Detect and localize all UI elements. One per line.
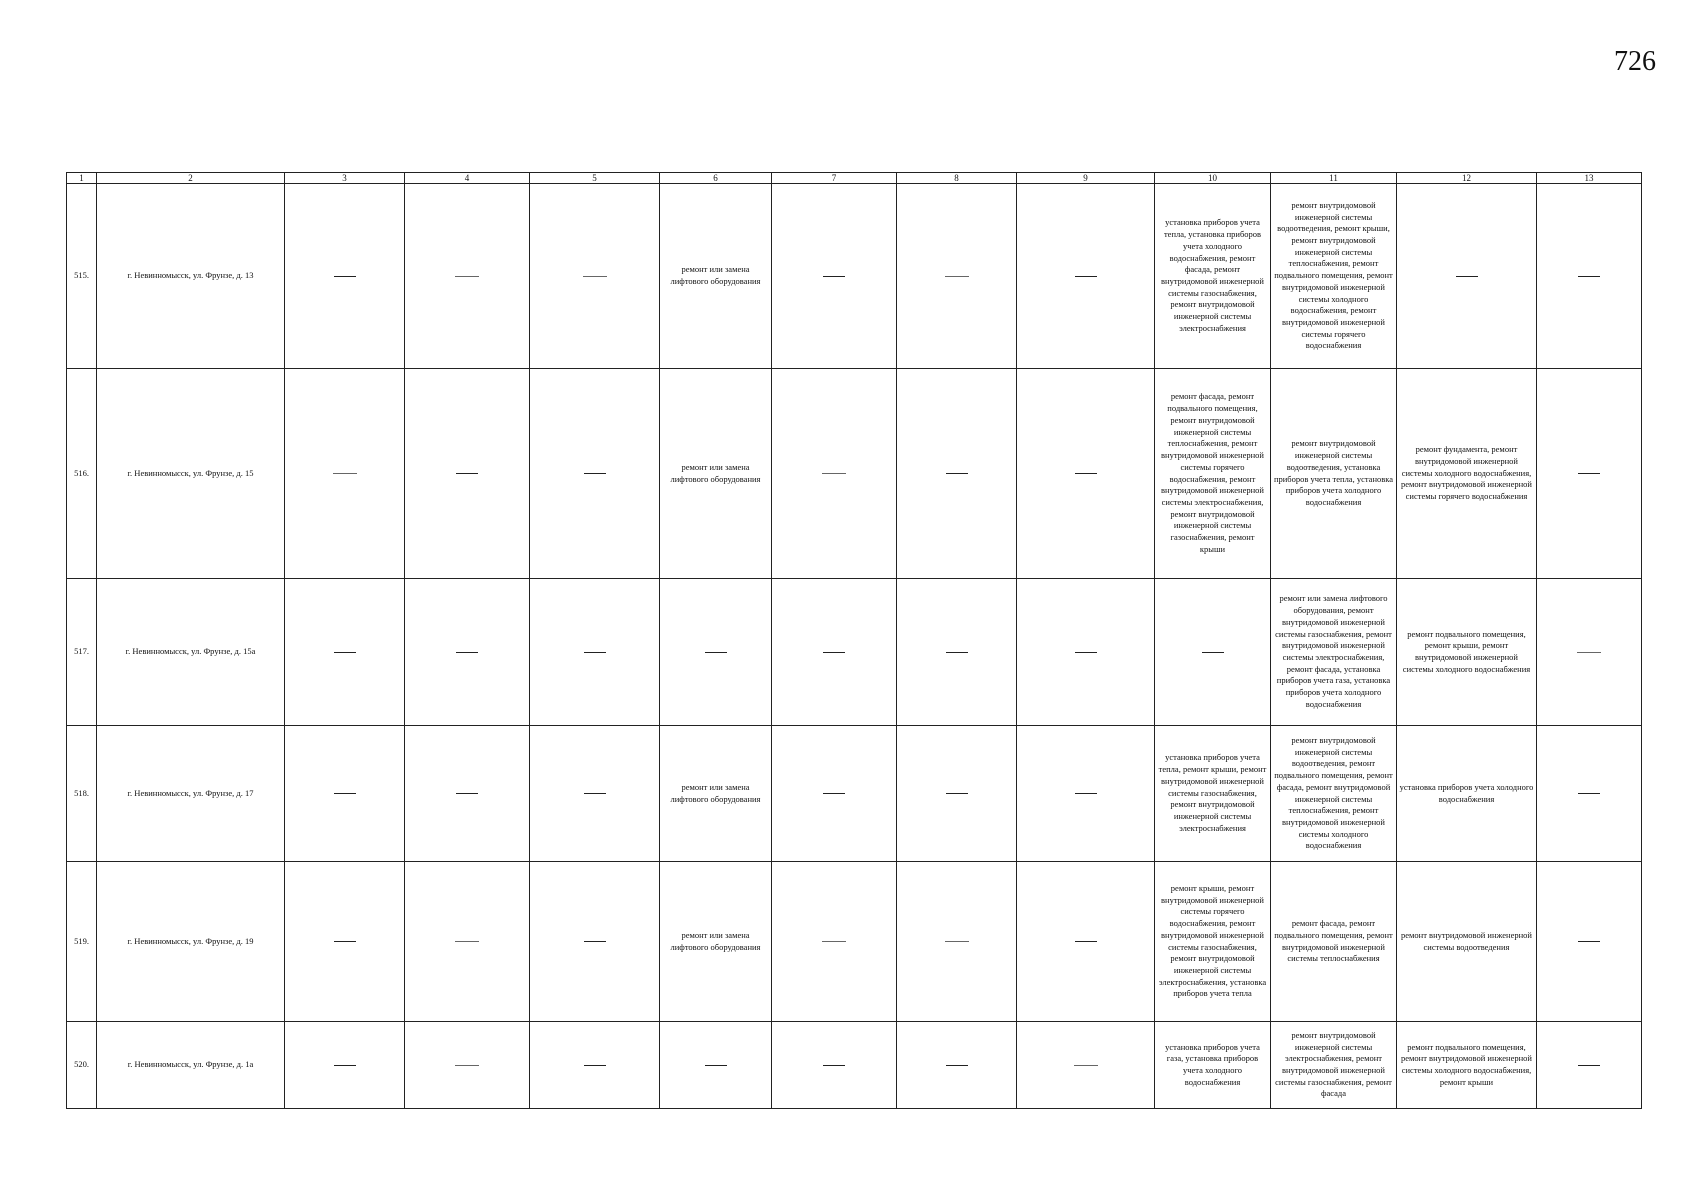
empty-cell bbox=[772, 726, 897, 862]
work-cell: ремонт фундамента, ремонт внутридомовой инженерной системы холодного водоснабжения, ремонт внутридомовой инженерной системы горячего водоснабжения bbox=[1397, 369, 1537, 579]
dash-mark bbox=[822, 941, 846, 942]
table-row bbox=[67, 726, 1642, 862]
work-cell: ремонт подвального помещения, ремонт крыши, ремонт внутридомовой инженерной системы холодного водоснабжения bbox=[1397, 579, 1537, 726]
dash-mark bbox=[456, 793, 478, 794]
dash-mark bbox=[945, 276, 969, 277]
work-cell: ремонт или замена лифтового оборудования bbox=[660, 726, 772, 862]
column-header: 3 bbox=[285, 173, 405, 184]
dash-mark bbox=[1075, 652, 1097, 653]
dash-mark bbox=[946, 473, 968, 474]
column-header: 1 bbox=[67, 173, 97, 184]
empty-cell bbox=[897, 184, 1017, 369]
row-number: 517. bbox=[67, 579, 97, 726]
work-cell: ремонт крыши, ремонт внутридомовой инженерной системы горячего водоснабжения, ремонт внутридомовой инженерной системы газоснабжения, ремонт внутридомовой инженерной системы электроснабжения, установка приборов учета тепла bbox=[1155, 862, 1271, 1022]
work-cell: ремонт или замена лифтового оборудования, ремонт внутридомовой инженерной системы газоснабжения, ремонт внутридомовой инженерной системы электроснабжения, ремонт фасада, установка приборов учета газа, установка приборов учета холодного водоснабжения bbox=[1271, 579, 1397, 726]
row-address: г. Невинномысск, ул. Фрунзе, д. 1а bbox=[97, 1022, 285, 1109]
empty-cell bbox=[1537, 1022, 1642, 1109]
header-row bbox=[67, 173, 1642, 184]
dash-mark bbox=[1456, 276, 1478, 277]
column-header: 9 bbox=[1017, 173, 1155, 184]
dash-mark bbox=[333, 473, 357, 474]
work-cell bbox=[1397, 184, 1537, 369]
column-header: 13 bbox=[1537, 173, 1642, 184]
empty-cell bbox=[772, 184, 897, 369]
work-cell: ремонт внутридомовой инженерной системы электроснабжения, ремонт внутридомовой инженерной системы газоснабжения, ремонт фасада bbox=[1271, 1022, 1397, 1109]
table-row bbox=[67, 184, 1642, 369]
dash-mark bbox=[584, 941, 606, 942]
dash-mark bbox=[1075, 793, 1097, 794]
work-cell bbox=[660, 1022, 772, 1109]
empty-cell bbox=[285, 1022, 405, 1109]
work-cell: ремонт внутридомовой инженерной системы водоотведения, ремонт крыши, ремонт внутридомовой инженерной системы теплоснабжения, ремонт подвального помещения, ремонт внутридомовой инженерной системы холодного водоснабжения, ремонт внутридомовой инженерной системы горячего водоснабжения bbox=[1271, 184, 1397, 369]
empty-cell bbox=[530, 184, 660, 369]
dash-mark bbox=[823, 1065, 845, 1066]
dash-mark bbox=[1075, 473, 1097, 474]
row-number: 519. bbox=[67, 862, 97, 1022]
empty-cell bbox=[1537, 369, 1642, 579]
work-cell: ремонт внутридомовой инженерной системы водоотведения, установка приборов учета тепла, установка приборов учета холодного водоснабжения bbox=[1271, 369, 1397, 579]
dash-mark bbox=[456, 652, 478, 653]
dash-mark bbox=[334, 941, 356, 942]
empty-cell bbox=[405, 1022, 530, 1109]
empty-cell bbox=[1537, 184, 1642, 369]
empty-cell bbox=[405, 184, 530, 369]
empty-cell bbox=[1537, 726, 1642, 862]
dash-mark bbox=[584, 1065, 606, 1066]
column-header: 6 bbox=[660, 173, 772, 184]
dash-mark bbox=[455, 1065, 479, 1066]
row-number: 518. bbox=[67, 726, 97, 862]
empty-cell bbox=[405, 726, 530, 862]
empty-cell bbox=[285, 862, 405, 1022]
row-number: 515. bbox=[67, 184, 97, 369]
column-header: 2 bbox=[97, 173, 285, 184]
dash-mark bbox=[1578, 793, 1600, 794]
row-address: г. Невинномысск, ул. Фрунзе, д. 19 bbox=[97, 862, 285, 1022]
row-number: 520. bbox=[67, 1022, 97, 1109]
work-cell bbox=[660, 579, 772, 726]
dash-mark bbox=[334, 1065, 356, 1066]
empty-cell bbox=[530, 369, 660, 579]
row-address: г. Невинномысск, ул. Фрунзе, д. 17 bbox=[97, 726, 285, 862]
empty-cell bbox=[530, 862, 660, 1022]
dash-mark bbox=[945, 941, 969, 942]
dash-mark bbox=[1202, 652, 1224, 653]
dash-mark bbox=[583, 276, 607, 277]
empty-cell bbox=[285, 726, 405, 862]
row-address: г. Невинномысск, ул. Фрунзе, д. 15а bbox=[97, 579, 285, 726]
dash-mark bbox=[705, 1065, 727, 1066]
table-row bbox=[67, 1022, 1642, 1109]
empty-cell bbox=[772, 579, 897, 726]
page-number: 726 bbox=[1614, 46, 1656, 77]
column-header: 7 bbox=[772, 173, 897, 184]
empty-cell bbox=[897, 369, 1017, 579]
dash-mark bbox=[823, 276, 845, 277]
empty-cell bbox=[1017, 184, 1155, 369]
dash-mark bbox=[455, 276, 479, 277]
dash-mark bbox=[823, 652, 845, 653]
table-row bbox=[67, 369, 1642, 579]
column-header: 11 bbox=[1271, 173, 1397, 184]
empty-cell bbox=[1537, 862, 1642, 1022]
work-cell: установка приборов учета газа, установка приборов учета холодного водоснабжения bbox=[1155, 1022, 1271, 1109]
dash-mark bbox=[1578, 276, 1600, 277]
repair-schedule-table bbox=[66, 172, 1642, 1109]
work-cell: ремонт или замена лифтового оборудования bbox=[660, 369, 772, 579]
empty-cell bbox=[1017, 579, 1155, 726]
empty-cell bbox=[897, 579, 1017, 726]
work-cell: установка приборов учета тепла, ремонт крыши, ремонт внутридомовой инженерной системы газоснабжения, ремонт внутридомовой инженерной системы электроснабжения bbox=[1155, 726, 1271, 862]
dash-mark bbox=[456, 473, 478, 474]
dash-mark bbox=[1075, 276, 1097, 277]
dash-mark bbox=[455, 941, 479, 942]
empty-cell bbox=[897, 862, 1017, 1022]
empty-cell bbox=[285, 369, 405, 579]
empty-cell bbox=[405, 862, 530, 1022]
dash-mark bbox=[334, 276, 356, 277]
column-header: 5 bbox=[530, 173, 660, 184]
dash-mark bbox=[334, 652, 356, 653]
work-cell: установка приборов учета тепла, установка приборов учета холодного водоснабжения, ремонт фасада, ремонт внутридомовой инженерной системы газоснабжения, ремонт внутридомовой инженерной системы электроснабжения bbox=[1155, 184, 1271, 369]
dash-mark bbox=[822, 473, 846, 474]
empty-cell bbox=[405, 369, 530, 579]
dash-mark bbox=[1075, 941, 1097, 942]
row-address: г. Невинномысск, ул. Фрунзе, д. 15 bbox=[97, 369, 285, 579]
dash-mark bbox=[946, 1065, 968, 1066]
work-cell bbox=[1155, 579, 1271, 726]
empty-cell bbox=[1537, 579, 1642, 726]
dash-mark bbox=[1577, 652, 1601, 653]
dash-mark bbox=[1578, 1065, 1600, 1066]
empty-cell bbox=[285, 579, 405, 726]
row-number: 516. bbox=[67, 369, 97, 579]
dash-mark bbox=[334, 793, 356, 794]
dash-mark bbox=[1074, 1065, 1098, 1066]
dash-mark bbox=[584, 793, 606, 794]
work-cell: ремонт подвального помещения, ремонт внутридомовой инженерной системы холодного водоснабжения, ремонт крыши bbox=[1397, 1022, 1537, 1109]
empty-cell bbox=[530, 579, 660, 726]
column-header: 8 bbox=[897, 173, 1017, 184]
empty-cell bbox=[897, 1022, 1017, 1109]
empty-cell bbox=[530, 726, 660, 862]
work-cell: ремонт внутридомовой инженерной системы водоотведения bbox=[1397, 862, 1537, 1022]
column-header: 4 bbox=[405, 173, 530, 184]
dash-mark bbox=[705, 652, 727, 653]
work-cell: ремонт фасада, ремонт подвального помещения, ремонт внутридомовой инженерной системы теплоснабжения bbox=[1271, 862, 1397, 1022]
empty-cell bbox=[405, 579, 530, 726]
empty-cell bbox=[285, 184, 405, 369]
dash-mark bbox=[946, 652, 968, 653]
work-cell: ремонт или замена лифтового оборудования bbox=[660, 184, 772, 369]
empty-cell bbox=[530, 1022, 660, 1109]
dash-mark bbox=[584, 473, 606, 474]
empty-cell bbox=[1017, 726, 1155, 862]
row-address: г. Невинномысск, ул. Фрунзе, д. 13 bbox=[97, 184, 285, 369]
dash-mark bbox=[584, 652, 606, 653]
work-cell: ремонт или замена лифтового оборудования bbox=[660, 862, 772, 1022]
empty-cell bbox=[772, 1022, 897, 1109]
work-cell: установка приборов учета холодного водоснабжения bbox=[1397, 726, 1537, 862]
table-row bbox=[67, 579, 1642, 726]
dash-mark bbox=[946, 793, 968, 794]
table-row bbox=[67, 862, 1642, 1022]
work-cell: ремонт фасада, ремонт подвального помещения, ремонт внутридомовой инженерной системы теплоснабжения, ремонт внутридомовой инженерной системы горячего водоснабжения, ремонт внутридомовой инженерной системы электроснабжения, ремонт внутридомовой инженерной системы газоснабжения, ремонт крыши bbox=[1155, 369, 1271, 579]
empty-cell bbox=[1017, 1022, 1155, 1109]
dash-mark bbox=[1578, 941, 1600, 942]
empty-cell bbox=[1017, 369, 1155, 579]
dash-mark bbox=[1578, 473, 1600, 474]
column-header: 10 bbox=[1155, 173, 1271, 184]
empty-cell bbox=[1017, 862, 1155, 1022]
dash-mark bbox=[823, 793, 845, 794]
empty-cell bbox=[772, 862, 897, 1022]
empty-cell bbox=[772, 369, 897, 579]
work-cell: ремонт внутридомовой инженерной системы водоотведения, ремонт подвального помещения, ремонт фасада, ремонт внутридомовой инженерной системы теплоснабжения, ремонт внутридомовой инженерной системы холодного водоснабжения bbox=[1271, 726, 1397, 862]
column-header: 12 bbox=[1397, 173, 1537, 184]
empty-cell bbox=[897, 726, 1017, 862]
